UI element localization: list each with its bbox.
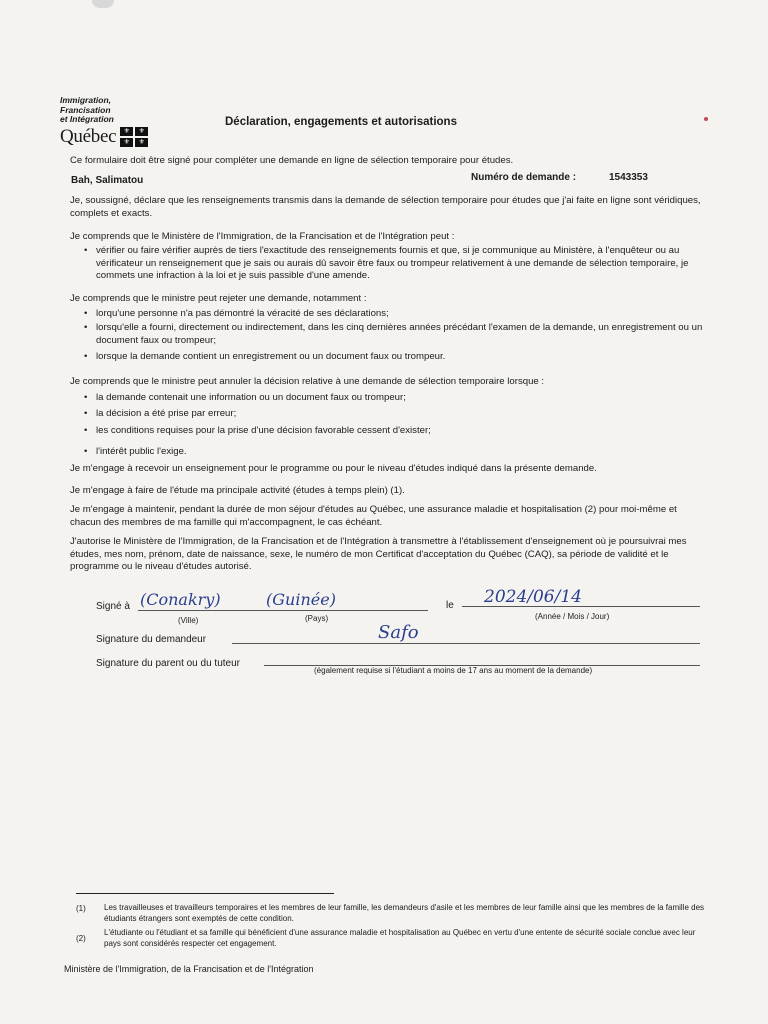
date-format-label: (Année / Mois / Jour) <box>535 612 610 621</box>
footer-ministry: Ministère de l'Immigration, de la Francisation et de l'Intégration <box>64 964 314 974</box>
footnote-text: L'étudiante ou l'étudiant et sa famille qui bénéficient d'une assurance maladie et hospitalisation au Québec en vertu d'une entente de sécurité sociale conclue avec leur pays sont considérés respecter cet engagement. <box>104 928 696 948</box>
cancel-bullet: • l'intérêt public l'exige. <box>84 446 722 459</box>
city-label: (Ville) <box>178 616 199 625</box>
authorization-paragraph: J'autorise le Ministère de l'Immigration, de la Francisation et de l'Intégration à transmettre à l'établissement d'enseignement où je poursuivrai mes études, mes nom, prénom, date de naissance, sexe, le numéro de mon Certificat d'acceptation du Québec (CAQ), sa période de validité et le programme ou le niveau d'études autorisé. <box>70 536 687 572</box>
city-handwriting: (Conakry) <box>140 590 221 609</box>
applicant-name: Bah, Salimatou <box>71 175 144 186</box>
request-number: 1543353 <box>609 172 648 183</box>
ministry-can-paragraph: Je comprends que le Ministère de l'Immigration, de la Francisation et de l'Intégration peut : <box>70 231 455 242</box>
ministry-line-1: Immigration, <box>60 95 112 105</box>
quebec-wordmark: Québec <box>60 125 117 147</box>
engagement-insurance: Je m'engage à maintenir, pendant la durée de mon séjour d'études au Québec, une assurance maladie et hospitalisation (2) pour moi-même et chacun des membres de ma famille qui m'accompagnent, le cas échéant. <box>70 504 677 528</box>
date-handwriting: 2024/06/14 <box>484 587 582 607</box>
footnote-text: Les travailleuses et travailleurs temporaires et les membres de leur famille, les demandeurs d'asile et les membres de leur famille ainsi que les membres de la famille des étudiants étrangers sont exemptés de cette condition. <box>104 903 705 923</box>
engagement-program: Je m'engage à recevoir un enseignement pour le programme ou pour le niveau d'études indiqué dans la présente demande. <box>70 463 597 474</box>
country-handwriting: (Guinée) <box>266 590 336 609</box>
date-line <box>462 606 700 607</box>
reject-bullet: • lorqu'une personne n'a pas démontré la véracité de ses déclarations; <box>84 308 722 321</box>
footnote-rule <box>76 893 334 894</box>
cancel-bullet: • la décision a été prise par erreur; <box>84 408 722 421</box>
cancel-bullet: • les conditions requises pour la prise d'une décision favorable cessent d'exister; <box>84 425 722 438</box>
reject-bullet: • lorsque la demande contient un enregistrement ou un document faux ou trompeur. <box>84 351 722 364</box>
request-number-label: Numéro de demande : <box>471 172 577 183</box>
country-label: (Pays) <box>305 614 329 623</box>
scan-artifact <box>92 0 114 8</box>
footnote-number: (1) <box>76 904 86 913</box>
parent-signature-label: Signature du parent ou du tuteur <box>96 658 240 669</box>
quebec-logo <box>60 96 148 148</box>
applicant-signature: Safo <box>378 622 419 643</box>
engagement-full-time: Je m'engage à faire de l'étude ma principale activité (études à temps plein) (1). <box>70 485 405 496</box>
declaration-paragraph: Je, soussigné, déclare que les renseignements transmis dans la demande de sélection temporaire pour études que j'ai faite en ligne sont véridiques, complets et exacts. <box>70 195 701 219</box>
scan-dot <box>704 117 708 121</box>
reject-intro: Je comprends que le ministre peut rejeter une demande, notamment : <box>70 293 367 304</box>
cancel-bullet: • la demande contenait une information ou un document faux ou trompeur; <box>84 392 722 405</box>
applicant-signature-label: Signature du demandeur <box>96 634 207 645</box>
ministry-line-3: et Intégration <box>60 114 114 124</box>
cancel-intro: Je comprends que le ministre peut annuler la décision relative à une demande de sélection temporaire lorsque : <box>70 376 545 387</box>
ministry-can-bullet: • vérifier ou faire vérifier auprès de tiers l'exactitude des renseignements fournis et que, si je communique au Ministère, à l'enquêteur ou au vérificateur un renseignement que je sais ou aurais dû savoir être faux ou trompeur relativement à une demande de sélection temporaire, je commets une infraction à la loi et je suis passible d'une amende. <box>84 245 722 283</box>
applicant-signature-line <box>232 643 700 644</box>
place-line <box>138 610 428 611</box>
footnote-number: (2) <box>76 934 86 943</box>
parent-signature-note: (également requise si l'étudiant a moins de 17 ans au moment de la demande) <box>314 666 593 675</box>
fleur-de-lis-flag-icon: ⚜ ⚜ ⚜ ⚜ <box>120 127 148 147</box>
ministry-line-2: Francisation <box>60 104 111 115</box>
reject-bullet: • lorsqu'elle a fourni, directement ou indirectement, dans les cinq dernières années précédant l'examen de la demande, un enregistrement ou un document faux ou trompeur; <box>84 322 722 347</box>
signed-at-label: Signé à <box>96 601 130 612</box>
date-prefix: le <box>446 600 454 611</box>
intro-text: Ce formulaire doit être signé pour compléter une demande en ligne de sélection temporaire pour études. <box>70 155 514 166</box>
document-title: Déclaration, engagements et autorisations <box>225 116 457 128</box>
